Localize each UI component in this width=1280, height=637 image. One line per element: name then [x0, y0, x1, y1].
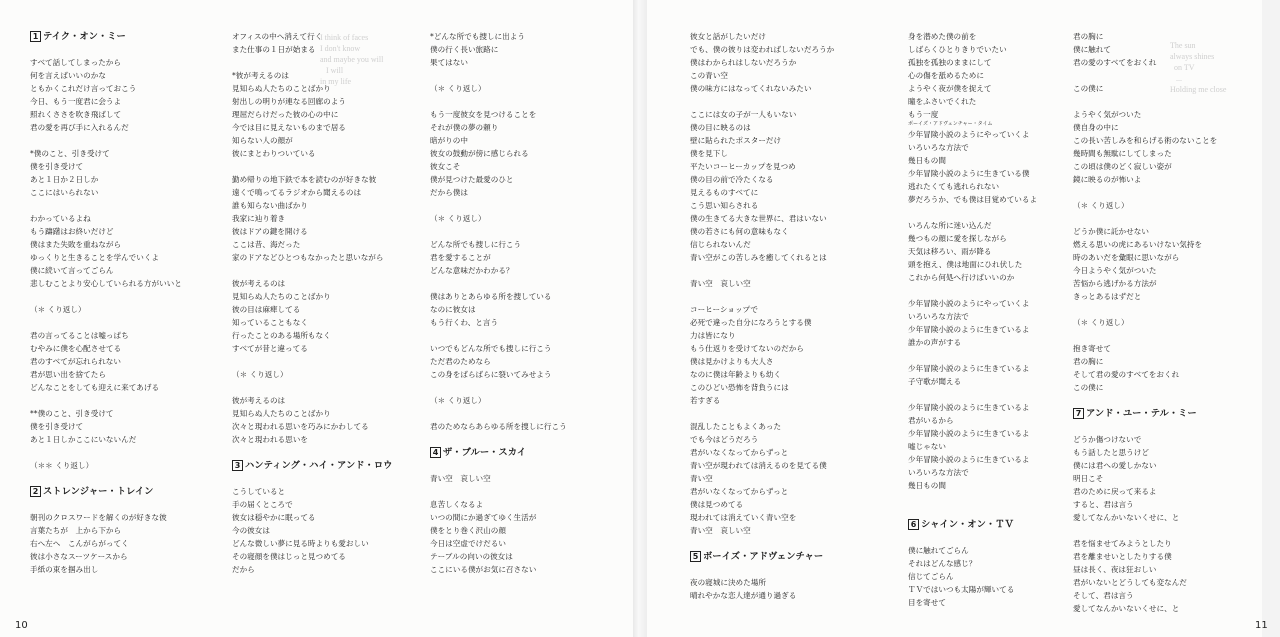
lyric-line: 夢だろうか、でも僕は目覚めているよ [908, 195, 1038, 204]
stanza-gap [430, 199, 567, 212]
lyric-line: 右へ左へ こんがらがってく [30, 539, 129, 548]
song-title-text: ボーイズ・アドヴェンチャー [703, 551, 824, 562]
lyric-line: 僕は見かけよりも大人さ [690, 357, 774, 366]
stanza-gap [908, 531, 1037, 544]
stanza-gap [908, 349, 1037, 362]
stanza-gap [908, 206, 1037, 219]
lyric-line: 今日、もう一度君に会うよ [30, 97, 122, 106]
lyric-line: 何を言えばいいのかな [30, 71, 106, 80]
lyric-line: 壁に貼られたポスターだけ [690, 136, 782, 145]
lyric-line: （＊ くり返し） [430, 84, 486, 93]
lyric-line: 暗がりの中 [430, 136, 468, 145]
lyric-line: あと１日か２日しか [30, 175, 99, 184]
stanza-gap [232, 264, 392, 277]
lyric-line: **僕のこと、引き受けて [30, 409, 114, 418]
lyric-line: 鏡に映るのが怖いよ [1073, 175, 1142, 184]
lyric-line: ともかくこれだけ言っておこう [30, 84, 137, 93]
lyric-line: 明日こそ [1073, 474, 1104, 483]
lyric-line: 青い空 哀しい空 [690, 279, 751, 288]
stanza-gap [430, 485, 567, 498]
lyric-line: 青い空 哀しい空 [430, 474, 491, 483]
lyric-line: 照れくささを吹き飛ばして [30, 110, 122, 119]
lyric-line: なのに彼女は [430, 305, 476, 314]
lyric-line: 信じてごらん [908, 572, 954, 581]
lyric-line: 信じられないんだ [690, 240, 751, 249]
song-title-text: ストレンジャー・トレイン [43, 486, 154, 497]
stanza-gap [30, 43, 182, 56]
lyric-line: いつの間にか過ぎてゆく生活が [430, 513, 537, 522]
stanza-gap [430, 433, 567, 446]
lyric-line: どんな所でも捜しに行こう [430, 240, 522, 249]
lyric-line: 僕の生きてる大きな世界に、君はいない [690, 214, 827, 223]
lyric-line: 彼は小さなスーツケースから [30, 552, 128, 561]
stanza-gap [690, 407, 834, 420]
lyric-line: これから何処へ行けばいいのか [908, 273, 1015, 282]
stanza-gap [30, 199, 182, 212]
lyric-line: 青い空 [690, 474, 713, 483]
stanza-gap [1073, 303, 1217, 316]
lyric-line: 彼女こそ [430, 162, 461, 171]
stanza-gap [1073, 329, 1217, 342]
lyric-line: しばらくひとりきりでいたい [908, 45, 1007, 54]
lyric-line: 僕の行く長い旅路に [430, 45, 499, 54]
lyric-line: 僕の目の前で冷たくなる [690, 175, 774, 184]
lyric-line: 僕はわかられはしないだろうか [690, 58, 797, 67]
song-title [690, 550, 834, 563]
lyric-line: 家のドアなどひとつもなかったと思いながら [232, 253, 384, 262]
lyric-line: 僕に触れてごらん [908, 546, 969, 555]
stanza-gap [1073, 420, 1217, 433]
lyric-line: 瞳をふさいでくれた [908, 97, 977, 106]
lyric-line: *僕のこと、引き受けて [30, 149, 110, 158]
lyric-line: 少年冒険小説のように生きている僕 [908, 169, 1030, 178]
stanza-gap [30, 472, 182, 485]
lyric-line: むやみに僕を心配させてる [30, 344, 122, 353]
lyric-line: 君の胸に [1073, 32, 1104, 41]
lyric-line: 見知らぬ人たちのことばかり [232, 409, 331, 418]
stanza-gap [30, 394, 182, 407]
lyric-line: 遠くで鳴ってるラジオから聞えるのは [232, 188, 362, 197]
lyric-line: 僕は見つめてる [690, 500, 744, 509]
lyric-line: 僕の若さにも何の意味もなく [690, 227, 789, 236]
lyric-line: この青い空 [690, 71, 728, 80]
lyric-line: 君が思い出を捨てたら [30, 370, 106, 379]
lyric-line: 次々と現われる思いを巧みにかわしてる [232, 422, 369, 431]
song-title-text: ハンティング・ハイ・アンド・ロウ [245, 460, 393, 471]
stanza-gap [232, 355, 392, 368]
lyric-line: 少年冒険小説のように生きているよ [908, 364, 1030, 373]
stanza-gap [690, 264, 834, 277]
lyric-line: 悲しむことより安心していられる方がいいと [30, 279, 182, 288]
song-title [30, 485, 182, 498]
song-title [908, 518, 1037, 531]
lyric-line: 君の胸に [1073, 357, 1104, 366]
track-number: 5 [690, 551, 701, 562]
lyric-line: ＴＶではいつも太陽が輝いてる [908, 585, 1015, 594]
lyric-line: もう一度彼女を見つけることを [430, 110, 537, 119]
lyric-line: それはどんな感じ？ [908, 559, 977, 568]
lyric-line: だから僕は [430, 188, 468, 197]
lyric-line: 次々と現われる思いを [232, 435, 308, 444]
song-title [232, 459, 392, 472]
lyric-line: すると、君は言う [1073, 500, 1134, 509]
lyric-line: いろいろな方法で [908, 468, 969, 477]
lyric-line: 彼はドアの鍵を開ける [232, 227, 308, 236]
lyric-line: でも今はどうだろう [690, 435, 759, 444]
stanza-gap [1073, 524, 1217, 537]
lyric-line: 僕はありとあらゆる所を捜している [430, 292, 552, 301]
lyric-line: 手紙の束を掴み出し [30, 565, 99, 574]
lyric-line: 幾つもの顔に愛を探しながら [908, 234, 1007, 243]
track-number: 7 [1073, 408, 1084, 419]
lyric-line: 現われては消えていく青い空を [690, 513, 797, 522]
stanza-gap [232, 160, 392, 173]
lyric-line: 見えるものすべてに [690, 188, 759, 197]
lyric-line: 君の言ってることは嘘っぱち [30, 331, 129, 340]
stanza-gap [908, 492, 1037, 505]
stanza-gap [30, 316, 182, 329]
lyric-line: 僕をとり巻く沢山の顔 [430, 526, 506, 535]
lyric-line: わかっているよね [30, 214, 91, 223]
lyrics-column-3 [430, 30, 567, 576]
lyrics-column-1 [30, 30, 182, 576]
track-number: 1 [30, 31, 41, 42]
stanza-gap [908, 388, 1037, 401]
lyric-line: 君がいなくなってからずっと [690, 487, 789, 496]
song-title-text: アンド・ユー・テル・ミー [1086, 408, 1197, 419]
lyric-line: 愛してなんかいないくせに、と [1073, 513, 1180, 522]
lyric-line: このひどい恐怖を背負うには [690, 383, 789, 392]
lyric-line: 逃れたくても逃れられない [908, 182, 1000, 191]
stanza-gap [908, 284, 1037, 297]
track-number: 3 [232, 460, 243, 471]
lyric-line: いろいろな方法で [908, 312, 969, 321]
lyric-line: 燃える思いの虎にあるいけない気持を [1073, 240, 1203, 249]
lyric-line: 少年冒険小説のようにやっていくよ [908, 299, 1030, 308]
lyric-line: 愛してなんかいないくせに、と [1073, 604, 1180, 613]
lyric-line: 知らない人の顔が [232, 136, 293, 145]
stanza-gap [30, 498, 182, 511]
lyric-line: 君の愛を再び手に入れるんだ [30, 123, 129, 132]
stanza-gap [430, 381, 567, 394]
lyric-line: 若すぎる [690, 396, 721, 405]
lyric-line: 僕が見つけた最愛のひと [430, 175, 514, 184]
lyric-line: もう行くわ、と言う [430, 318, 499, 327]
song-title [1073, 407, 1217, 420]
lyric-line: 朝刊のクロスワードを解くのが好きな彼 [30, 513, 167, 522]
lyric-line: 孤独を孤独のままにして [908, 58, 992, 67]
lyric-line: テーブルの向いの彼女は [430, 552, 513, 561]
stanza-gap [690, 290, 834, 303]
lyric-line: すべて話してしまったから [30, 58, 121, 67]
lyric-line: 僕を見下し [690, 149, 728, 158]
lyrics-column-5 [908, 30, 1037, 609]
lyric-line: （＊ くり返し） [232, 370, 288, 379]
stanza-gap [430, 95, 567, 108]
lyric-line: あと１日しかここにいないんだ [30, 435, 137, 444]
lyric-line: ようやく夜が僕を捉えて [908, 84, 992, 93]
lyric-line: （＊ くり返し） [430, 214, 486, 223]
lyric-line: また仕事の１日が始まる [232, 45, 316, 54]
song-title-text: ザ・ブルー・スカイ [443, 447, 527, 458]
lyric-line: 僕を引き受けて [30, 422, 84, 431]
lyric-line: 平たいコーヒーカップを見つめ [690, 162, 796, 171]
lyric-line: 今日ようやく気がついた [1073, 266, 1157, 275]
stanza-gap [232, 381, 392, 394]
lyric-line: 彼が考えるのは [232, 279, 286, 288]
lyric-line: この長い苦しみを和らげる術のないことを [1073, 136, 1218, 145]
lyric-line: 幾日もの間 [908, 156, 946, 165]
lyric-line: （＊＊ くり返し） [30, 461, 94, 470]
lyrics-column-2 [232, 30, 392, 576]
lyric-line: 見知らぬ人たちのことばかり [232, 84, 331, 93]
lyric-line: そして、君は言う [1073, 591, 1134, 600]
lyric-line: コーヒーショップで [690, 305, 758, 314]
lyric-line: でも、僕の彼りは変わればしないだろうか [690, 45, 835, 54]
lyric-line: この僕に [1073, 84, 1104, 93]
stanza-gap [690, 563, 834, 576]
lyric-line: ようやく気がついた [1073, 110, 1142, 119]
lyric-line: この僕に [1073, 383, 1104, 392]
track-number: 4 [430, 447, 441, 458]
lyric-line: 今日は空虚でけだるい [430, 539, 506, 548]
lyric-line: 抱き寄せて [1073, 344, 1111, 353]
stanza-gap [30, 290, 182, 303]
lyric-line: 目を寄せて [908, 598, 946, 607]
page-number-left: 10 [15, 620, 28, 631]
stanza-gap [690, 95, 834, 108]
lyric-line: 射出しの明りが連なる回廊のよう [232, 97, 346, 106]
lyric-line: 力は皆になり [690, 331, 736, 340]
song-title-text: シャイン・オン・ＴＶ [921, 519, 1014, 530]
stanza-gap [30, 446, 182, 459]
song-title [430, 446, 567, 459]
lyric-line: もう躊躇はお終いだけど [30, 227, 114, 236]
lyric-line: その寝顔を僕はじっと見つめてる [232, 552, 346, 561]
lyric-line: 行ったことのある場所もなく [232, 331, 331, 340]
lyric-line: もう仕返りを受けてないのだから [690, 344, 804, 353]
lyric-line: 時のあいだを彙眼に思いながら [1073, 253, 1180, 262]
lyric-line: 君を離ませいとしたりする僕 [1073, 552, 1172, 561]
track-number: 6 [908, 519, 919, 530]
lyric-line: 君がいないとどうしても変なんだ [1073, 578, 1187, 587]
lyric-line: 手の届くところで [232, 500, 293, 509]
lyric-line: 君のすべてが忘れられない [30, 357, 121, 366]
lyric-line: 青い空がこの苦しみを癒してくれるとは [690, 253, 827, 262]
lyric-line: もう一度 [908, 110, 939, 119]
lyric-line: 彼女の鼓動が傍に感じられる [430, 149, 529, 158]
lyric-line: 君がいなくなってからずっと [690, 448, 789, 457]
lyric-line: 見知らぬ人たちのことばかり [232, 292, 331, 301]
lyric-line: 彼女と話がしたいだけ [690, 32, 766, 41]
lyric-line: どんな意味だかわかる？ [430, 266, 514, 275]
stanza-gap [430, 277, 567, 290]
lyric-line: 今では目に見えないものまで居る [232, 123, 346, 132]
lyric-line: 僕自身の中に [1073, 123, 1119, 132]
lyric-line: 言葉たちが 上から下から [30, 526, 122, 535]
lyric-line: 少年冒険小説のようにやっていくよ [908, 130, 1030, 139]
stanza-gap [430, 459, 567, 472]
lyric-line: 天気は移ろい、雨が降る [908, 247, 992, 256]
lyric-line: 僕の味方にはなってくれないみたい [690, 84, 812, 93]
lyric-line: どんな微しい夢に見る時よりも愛おしい [232, 539, 369, 548]
lyric-line: いつでもどんな所でも捜しに行こう [430, 344, 552, 353]
lyric-line: 理屈だらけだった彼の心の中に [232, 110, 339, 119]
lyric-line: ここにはいられない [30, 188, 99, 197]
stanza-gap [1073, 186, 1217, 199]
lyric-line: オフィスの中へ消えて行く [232, 32, 323, 41]
lyric-line: *彼が考えるのは [232, 71, 289, 80]
lyric-line: 彼の目は麻痺してる [232, 305, 301, 314]
lyric-line: 少年冒険小説のように生きているよ [908, 325, 1030, 334]
stanza-gap [430, 329, 567, 342]
lyric-line: *どんな所でも捜しに出よう [430, 32, 525, 41]
show-through-text-right: The sun always shines on TV ... Holding me close [1170, 41, 1227, 94]
lyric-line: 頭を抱え、僕は地面にひれ伏した [908, 260, 1023, 269]
lyrics-column-6 [1073, 30, 1217, 615]
lyric-line: 君の愛のすべてをおくれ [1073, 58, 1157, 67]
lyric-line: どうか傷つけないで [1073, 435, 1142, 444]
lyric-line: 夜の寝城に決めた場所 [690, 578, 766, 587]
lyric-line: なのに僕は年齢よりも幼く [690, 370, 782, 379]
page-edge [1262, 0, 1280, 637]
lyric-line: 晴れやかな恋人達が通り過ぎる [690, 591, 797, 600]
lyric-line: 苦悩から逃げかる方法が [1073, 279, 1157, 288]
lyric-line: 君を愛することが [430, 253, 491, 262]
lyric-line: ここは昔、海だった [232, 240, 301, 249]
lyric-line: いろんな所に迷い込んだ [908, 221, 992, 230]
stanza-gap [232, 472, 392, 485]
lyric-line: それが僕の夢の頼り [430, 123, 499, 132]
song-title-text: テイク・オン・ミー [43, 31, 126, 42]
lyric-line: 青い空が現われては消えるのを見てる僕 [690, 461, 827, 470]
lyric-line: 今の彼女は [232, 526, 270, 535]
lyric-line: 彼女は穏やかに眠ってる [232, 513, 316, 522]
stanza-gap [430, 407, 567, 420]
lyric-line: だから [232, 565, 255, 574]
lyric-line: （＊ くり返し） [1073, 318, 1129, 327]
lyric-line: この身をばらばらに裂いてみせよう [430, 370, 552, 379]
lyric-line: 昼は長く、夜は狂おしい [1073, 565, 1157, 574]
stanza-gap [1073, 95, 1217, 108]
lyric-line: この頃は僕のどく寂しい姿が [1073, 162, 1172, 171]
lyric-line: 僕に触れて [1073, 45, 1111, 54]
lyric-line: （＊ くり返し） [30, 305, 86, 314]
lyric-line: 心の傷を舐めるために [908, 71, 984, 80]
lyric-line: 少年冒険小説のように生きているよ [908, 455, 1030, 464]
lyric-line: 僕はまた失敗を重ねながら [30, 240, 122, 249]
lyric-line: こうしていると [232, 487, 286, 496]
lyric-line: 混乱したこともよくあった [690, 422, 782, 431]
lyric-line: 我家に辿り着き [232, 214, 286, 223]
stanza-gap [690, 537, 834, 550]
stanza-gap [30, 134, 182, 147]
stanza-gap [430, 69, 567, 82]
lyric-line: 子守歌が聞える [908, 377, 962, 386]
lyric-line: きっとあるはずだと [1073, 292, 1142, 301]
lyric-line: どんなことをしても迎えに来てあげる [30, 383, 160, 392]
lyric-line: 嘘じゃない [908, 442, 946, 451]
lyric-line: 君のためならあらゆる所を捜しに行こう [430, 422, 567, 431]
lyric-line: ここにいる僕がお気に召さない [430, 565, 537, 574]
lyric-line: 必死で違った自分になろうとする僕 [690, 318, 812, 327]
stanza-gap [1073, 69, 1217, 82]
show-through-text-left: I think of faces I don't know and maybe you will I will in my life [320, 33, 384, 86]
lyric-line: ここには女の子が一人もいない [690, 110, 797, 119]
stanza-gap [908, 505, 1037, 518]
lyric-line: 彼にまとわりついている [232, 149, 316, 158]
lyric-line: 身を潜めた僕の前を [908, 32, 977, 41]
lyric-line: 僕に続いて言ってごらん [30, 266, 114, 275]
lyric-line: ただ君のためなら [430, 357, 491, 366]
lyric-line: 誰も知らない曲ばかり [232, 201, 308, 210]
lyric-line: 君がいるから [908, 416, 954, 425]
lyric-line: そして君の愛のすべてをおくれ [1073, 370, 1180, 379]
lyric-line: 幾時間も無駄にしてしまった [1073, 149, 1172, 158]
lyric-line: 少年冒険小説のように生きているよ [908, 403, 1030, 412]
lyrics-column-4 [690, 30, 834, 602]
lyric-line: こう思い知らされる [690, 201, 759, 210]
track-number: 2 [30, 486, 41, 497]
stanza-gap [1073, 394, 1217, 407]
stanza-gap [430, 225, 567, 238]
lyric-line: （＊ くり返し） [1073, 201, 1129, 210]
lyric-line: 果てはない [430, 58, 468, 67]
lyric-line: もう話したと思うけど [1073, 448, 1149, 457]
lyric-line: 誰かの声がする [908, 338, 962, 347]
song-title [30, 30, 182, 43]
stanza-gap [232, 56, 392, 69]
stanza-gap [1073, 212, 1217, 225]
lyric-line: 僕の目に映るのは [690, 123, 751, 132]
lyric-line: 少年冒険小説のように生きているよ [908, 429, 1030, 438]
lyric-line: 僕には君への愛しかない [1073, 461, 1157, 470]
lyric-line: （＊ くり返し） [430, 396, 486, 405]
lyric-line: いろいろな方法で [908, 143, 969, 152]
lyric-line: 君を悩ませてみようとしたり [1073, 539, 1172, 548]
lyric-line: 彼が考えるのは [232, 396, 286, 405]
lyric-line: すべてが昔と違ってる [232, 344, 308, 353]
lyric-line: 知っていることもなく [232, 318, 308, 327]
lyric-line: 息苦しくなるよ [430, 500, 484, 509]
stanza-gap [232, 446, 392, 459]
lyric-line: ゆっくりと生きることを学んでいくよ [30, 253, 160, 262]
lyric-line: 僕を引き受けて [30, 162, 84, 171]
lyric-line: 勤め帰りの地下鉄で本を読むのが好きな彼 [232, 175, 377, 184]
lyric-line: 青い空 哀しい空 [690, 526, 751, 535]
book-gutter [633, 0, 647, 637]
page-number-right: 11 [1255, 620, 1268, 631]
lyric-line: 君のために戻って来るよ [1073, 487, 1157, 496]
lyric-line: どうか僕に託かせない [1073, 227, 1149, 236]
lyric-line: ボーイズ・アドヴェンチャー・タイム [908, 121, 993, 127]
lyric-line: 幾日もの間 [908, 481, 946, 490]
